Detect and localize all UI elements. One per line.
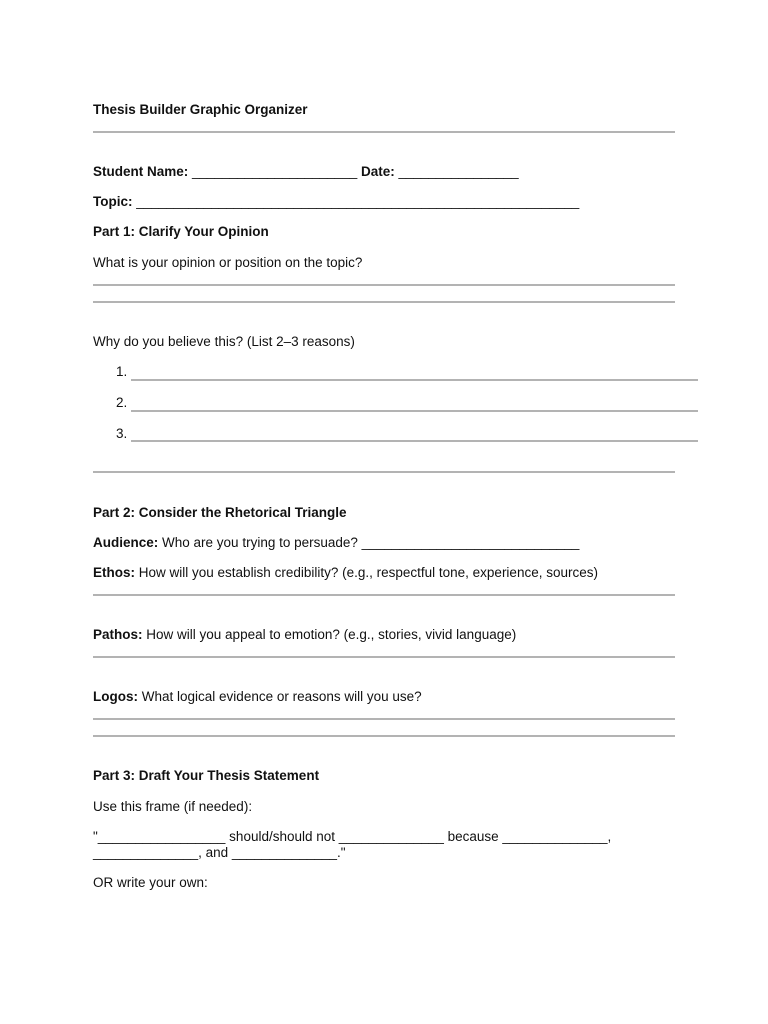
audience-label: Audience: xyxy=(93,535,159,550)
logos-answer-line-2[interactable] xyxy=(93,735,675,737)
logos-question: What logical evidence or reasons will you use? xyxy=(141,689,422,704)
reason-number-1: 1. xyxy=(116,364,128,379)
reason-answer-line-1[interactable] xyxy=(131,379,698,381)
ethos-row xyxy=(93,565,598,581)
ethos-label: Ethos: xyxy=(93,565,135,580)
topic-row xyxy=(93,194,579,210)
pathos-question: How will you appeal to emotion? (e.g., stories, vivid language) xyxy=(146,627,517,642)
audience-question: Who are you trying to persuade? xyxy=(162,535,358,550)
logos-row xyxy=(93,689,422,705)
topic-label: Topic: xyxy=(93,194,133,209)
opinion-answer-line-1[interactable] xyxy=(93,284,675,286)
student-name-blank[interactable]: ______________________ xyxy=(192,164,358,179)
part3-heading: Part 3: Draft Your Thesis Statement xyxy=(93,768,320,783)
thesis-frame-line-2[interactable]: ______________, and ______________." xyxy=(93,845,346,860)
reason-answer-line-3[interactable] xyxy=(131,440,698,442)
part1-divider xyxy=(93,471,675,473)
part1-heading: Part 1: Clarify Your Opinion xyxy=(93,224,269,239)
or-write-your-own: OR write your own: xyxy=(93,875,208,890)
reason-number-3: 3. xyxy=(116,426,128,441)
pathos-row xyxy=(93,627,516,643)
date-blank[interactable]: ________________ xyxy=(398,164,519,179)
ethos-question: How will you establish credibility? (e.g., respectful tone, experience, sources) xyxy=(138,565,598,580)
pathos-answer-line[interactable] xyxy=(93,656,675,658)
audience-row xyxy=(93,535,579,551)
topic-blank[interactable]: ___________________________________________________________ xyxy=(136,194,580,209)
part2-heading: Part 2: Consider the Rhetorical Triangle xyxy=(93,505,347,520)
frame-intro: Use this frame (if needed): xyxy=(93,799,253,814)
reason-number-2: 2. xyxy=(116,395,128,410)
date-label: Date: xyxy=(360,164,395,179)
logos-label: Logos: xyxy=(93,689,138,704)
student-name-label: Student Name: xyxy=(93,164,189,179)
pathos-label: Pathos: xyxy=(93,627,143,642)
opinion-question: What is your opinion or position on the topic? xyxy=(93,255,363,270)
reasons-question: Why do you believe this? (List 2–3 reasons) xyxy=(93,334,355,349)
reason-answer-line-2[interactable] xyxy=(131,410,698,412)
title-divider xyxy=(93,131,675,133)
opinion-answer-line-2[interactable] xyxy=(93,301,675,303)
logos-answer-line-1[interactable] xyxy=(93,718,675,720)
student-name-date-row xyxy=(93,164,519,180)
ethos-answer-line[interactable] xyxy=(93,594,675,596)
thesis-frame-line-1[interactable]: "_________________ should/should not ______________ because ______________, xyxy=(93,829,612,844)
page-title: Thesis Builder Graphic Organizer xyxy=(93,102,308,117)
audience-blank[interactable]: _____________________________ xyxy=(361,535,580,550)
